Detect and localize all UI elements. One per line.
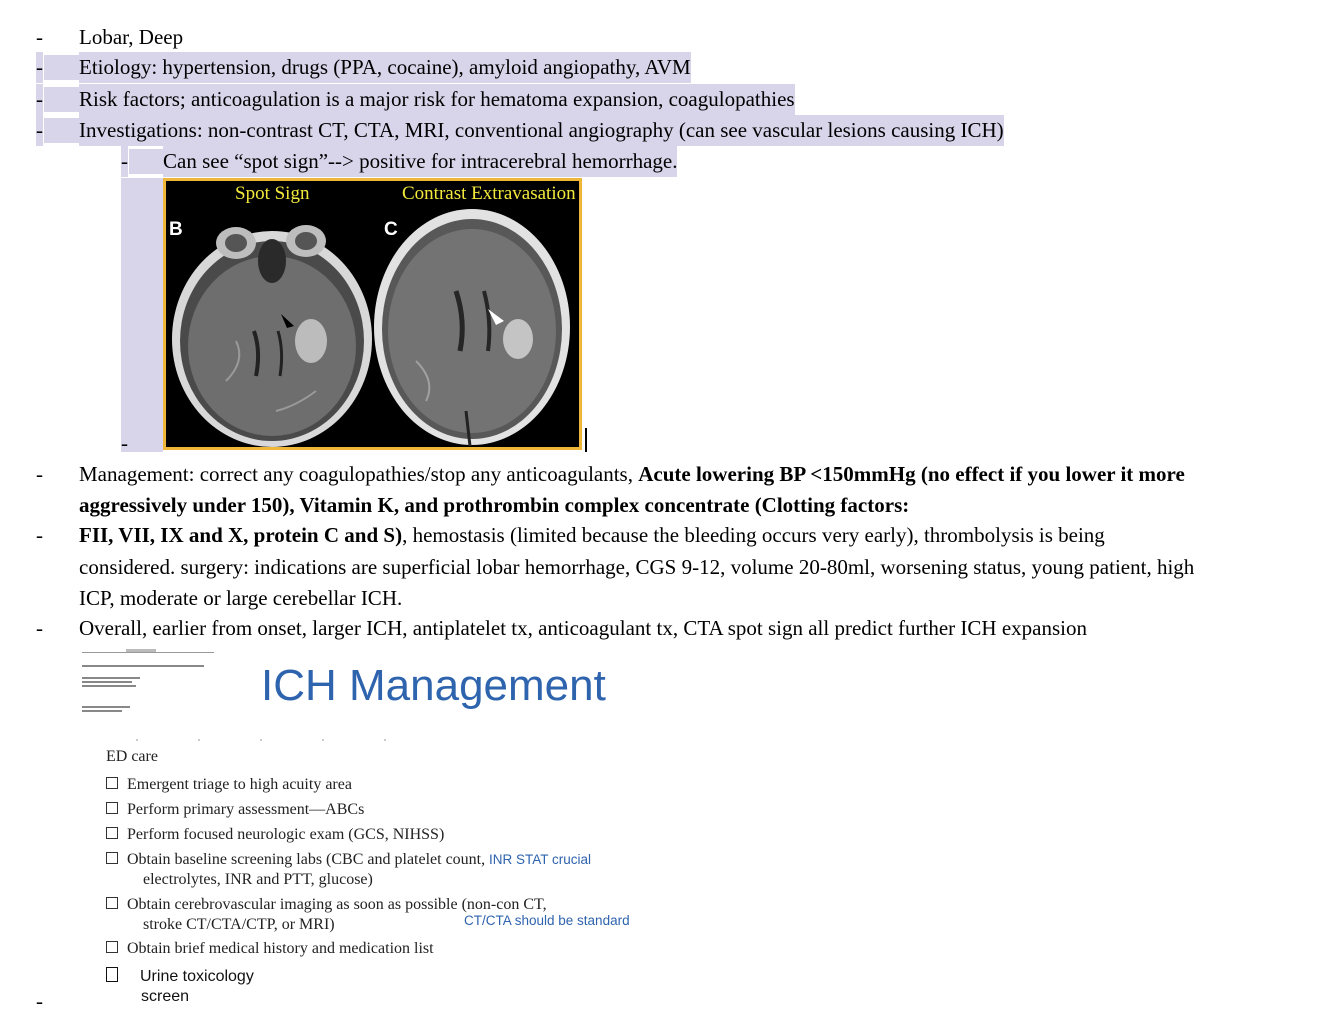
slide-divider — [136, 739, 446, 741]
bullet-dash: - — [36, 52, 43, 83]
bullet-dash: - — [36, 84, 43, 115]
highlight-gap — [44, 118, 79, 143]
bullet-dash: - — [36, 523, 43, 547]
text-cursor — [585, 428, 587, 452]
ct-scan-right — [374, 209, 570, 446]
bullet-management-line-3 — [79, 520, 1105, 551]
bullet-dash: - — [36, 25, 43, 49]
sub-bullet-spot-sign: Can see “spot sign”--> positive for intracerebral hemorrhage. — [163, 146, 677, 177]
bullet-management-line-1 — [79, 459, 1185, 490]
highlight-gap — [44, 87, 79, 112]
bullet-management-line-2: aggressively under 150), Vitamin K, and prothrombin complex concentrate (Clotting factors: — [79, 493, 910, 517]
checklist-item: Obtain cerebrovascular imaging as soon as possible (non-con CT, stroke CT/CTA/CTP, or MRI) — [106, 895, 547, 935]
highlight-gap — [44, 55, 79, 80]
checklist-item: Perform primary assessment—ABCs — [106, 800, 364, 820]
highlight-gap — [129, 149, 163, 174]
bullet-dash: - — [36, 115, 43, 146]
checkbox-icon — [106, 802, 118, 814]
bullet-risk-factors: Risk factors; anticoagulation is a major risk for hematoma expansion, coagulopathies — [79, 84, 795, 115]
sub-bullet-dash: - — [121, 146, 128, 177]
bullet-dash: - — [36, 989, 43, 1013]
checklist-item: Emergent triage to high acuity area — [106, 775, 352, 795]
management-bold-text: Acute lowering BP <150mmHg (no effect if you lower it more — [638, 462, 1185, 486]
management-text: Management: correct any coagulopathies/stop any anticoagulants, — [79, 462, 639, 486]
paper-thumbnail — [82, 648, 214, 714]
bullet-overall: Overall, earlier from onset, larger ICH, antiplatelet tx, anticoagulant tx, CTA spot sign all predict further ICH expansion — [79, 616, 1087, 640]
panel-label-b: B — [169, 219, 183, 240]
checkbox-icon — [106, 852, 118, 864]
checkbox-icon — [106, 777, 118, 789]
ct-spot-sign-figure — [163, 178, 582, 450]
caption-spot-sign: Spot Sign — [235, 183, 310, 204]
checkbox-icon — [106, 897, 118, 909]
note-inr-stat: INR STAT crucial — [489, 852, 592, 867]
ct-scan-images — [166, 181, 579, 447]
ich-management-slide — [78, 645, 638, 1015]
bullet-dash: - — [36, 616, 43, 640]
note-cta-standard: CT/CTA should be standard — [464, 913, 630, 928]
ct-scan-left — [166, 181, 372, 447]
checklist-item: Obtain baseline screening labs (CBC and platelet count, electrolytes, INR and PTT, glucose) — [106, 850, 485, 890]
checkbox-icon — [106, 941, 118, 953]
ed-care-heading: ED care — [106, 748, 158, 765]
bullet-dash: - — [36, 462, 43, 486]
checklist-item: Obtain brief medical history and medication list — [106, 939, 434, 959]
caption-contrast-extravasation: Contrast Extravasation — [402, 183, 576, 204]
checklist-item: Perform focused neurologic exam (GCS, NIHSS) — [106, 825, 444, 845]
management-text: , hemostasis (limited because the bleeding occurs very early), thrombolysis is being — [402, 523, 1105, 547]
figure-highlight-band — [121, 178, 163, 452]
management-bold-text: FII, VII, IX and X, protein C and S) — [79, 523, 403, 547]
panel-label-c: C — [384, 219, 398, 240]
sub-bullet-dash: - — [121, 431, 128, 455]
bullet-management-line-5: ICP, moderate or large cerebellar ICH. — [79, 586, 403, 610]
bullet-lobar-deep: Lobar, Deep — [79, 25, 184, 49]
checklist-item-urine: Urine toxicology screen — [106, 967, 254, 1007]
checkbox-icon — [106, 827, 118, 839]
checkbox-icon — [106, 967, 118, 982]
bullet-investigations: Investigations: non-contrast CT, CTA, MRI, conventional angiography (can see vascular lesions causing ICH) — [79, 115, 1004, 146]
bullet-etiology: Etiology: hypertension, drugs (PPA, cocaine), amyloid angiopathy, AVM — [79, 52, 691, 83]
bullet-management-line-4: considered. surgery: indications are superficial lobar hemorrhage, CGS 9-12, volume 20-80ml, worsening status, young patient, high — [79, 555, 1195, 579]
slide-title: ICH Management — [261, 661, 606, 710]
